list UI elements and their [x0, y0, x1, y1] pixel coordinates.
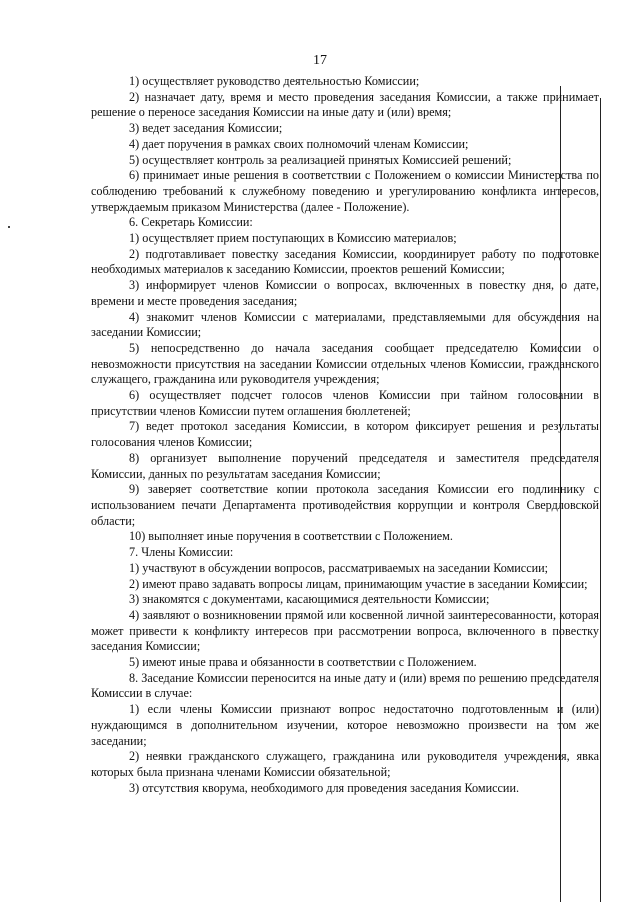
paragraph: 1) осуществляет руководство деятельностью Комиссии; — [129, 74, 420, 88]
paragraph: 8. Заседание Комиссии переносится на иные дату и (или) время по решению председателя Комиссии в случае: — [91, 670, 599, 701]
paragraph: 7. Члены Комиссии: — [129, 545, 234, 560]
paragraph: 2) неявки гражданского служащего, гражданина или руководителя учреждения, явка которых была признана членами Комиссии обязательной; — [91, 749, 599, 779]
paragraph: 10) выполняет иные поручения в соответствии с Положением. — [129, 529, 453, 544]
paragraph: 5) непосредственно до начала заседания сообщает председателю Комиссии о невозможности присутствия на заседании Комиссии отдельных членов Комиссии, гражданского служащего, гражданина или руководителя учреждения; — [91, 340, 599, 387]
scan-speck — [8, 226, 10, 228]
paragraph: 3) знакомятся с документами, касающимися деятельности Комиссии; — [129, 592, 490, 607]
paragraph: 2) назначает дату, время и место проведения заседания Комиссии, а также принимает решение о переносе заседания Комиссии на иные дату и (или) время; — [91, 89, 599, 120]
paragraph: 8) организует выполнение поручений председателя и заместителя председателя Комиссии, данных по результатам заседания Комиссии; — [91, 450, 599, 481]
paragraph: 5) осуществляет контроль за реализацией принятых Комиссией решений; — [129, 152, 512, 167]
paragraph: 2) подготавливает повестку заседания Комиссии, координирует работу по подготовке необходимых материалов к заседанию Комиссии, проектов решений Комиссии; — [91, 246, 599, 277]
paragraph: 3) информирует членов Комиссии о вопросах, включенных в повестку дня, о дате, времени и месте проведения заседания; — [91, 278, 599, 308]
paragraph: 4) заявляют о возникновении прямой или косвенной личной заинтересованности, которая может привести к конфликту интересов при рассмотрении вопроса, включенного в повестку заседания Комиссии; — [91, 607, 599, 654]
paragraph: 1) участвуют в обсуждении вопросов, рассматриваемых на заседании Комиссии; — [129, 560, 549, 575]
paragraph: 3) ведет заседания Комиссии; — [129, 121, 283, 136]
scan-line-right — [600, 98, 601, 902]
paragraph: 6. Секретарь Комиссии: — [129, 215, 253, 230]
paragraph: 3) отсутствия кворума, необходимого для проведения заседания Комиссии. — [129, 780, 520, 795]
paragraph: 4) знакомит членов Комиссии с материалами, представляемыми для обсуждения на заседании Комиссии; — [91, 309, 599, 340]
paragraph: 1) осуществляет прием поступающих в Комиссию материалов; — [129, 231, 457, 246]
page-number: 17 — [313, 53, 327, 68]
paragraph: 5) имеют иные права и обязанности в соответствии с Положением. — [129, 655, 477, 670]
paragraph: 6) осуществляет подсчет голосов членов Комиссии при тайном голосовании в присутствии членов Комиссии путем оглашения бюллетеней; — [91, 388, 599, 418]
document-body — [91, 74, 599, 796]
paragraph: 1) если члены Комиссии признают вопрос недостаточно подготовленным и (или) нуждающимся в дополнительном изучении, которое невозможно произвести на том же заседании; — [91, 702, 599, 748]
paragraph: 7) ведет протокол заседания Комиссии, в котором фиксирует решения и результаты голосования членов Комиссии; — [91, 419, 599, 450]
paragraph: 6) принимает иные решения в соответствии с Положением о комиссии Министерства по соблюдению требований к служебному поведению и урегулированию конфликта интересов, утверждаемым приказом Министерства (далее - Положение). — [91, 168, 599, 214]
paragraph: 2) имеют право задавать вопросы лицам, принимающим участие в заседании Комиссии; — [129, 576, 588, 591]
paragraph: 4) дает поручения в рамках своих полномочий членам Комиссии; — [129, 136, 469, 151]
paragraph: 9) заверяет соответствие копии протокола заседания Комиссии его подлиннику с использованием печати Департамента противодействия коррупции и контроля Свердловской области; — [91, 482, 599, 528]
